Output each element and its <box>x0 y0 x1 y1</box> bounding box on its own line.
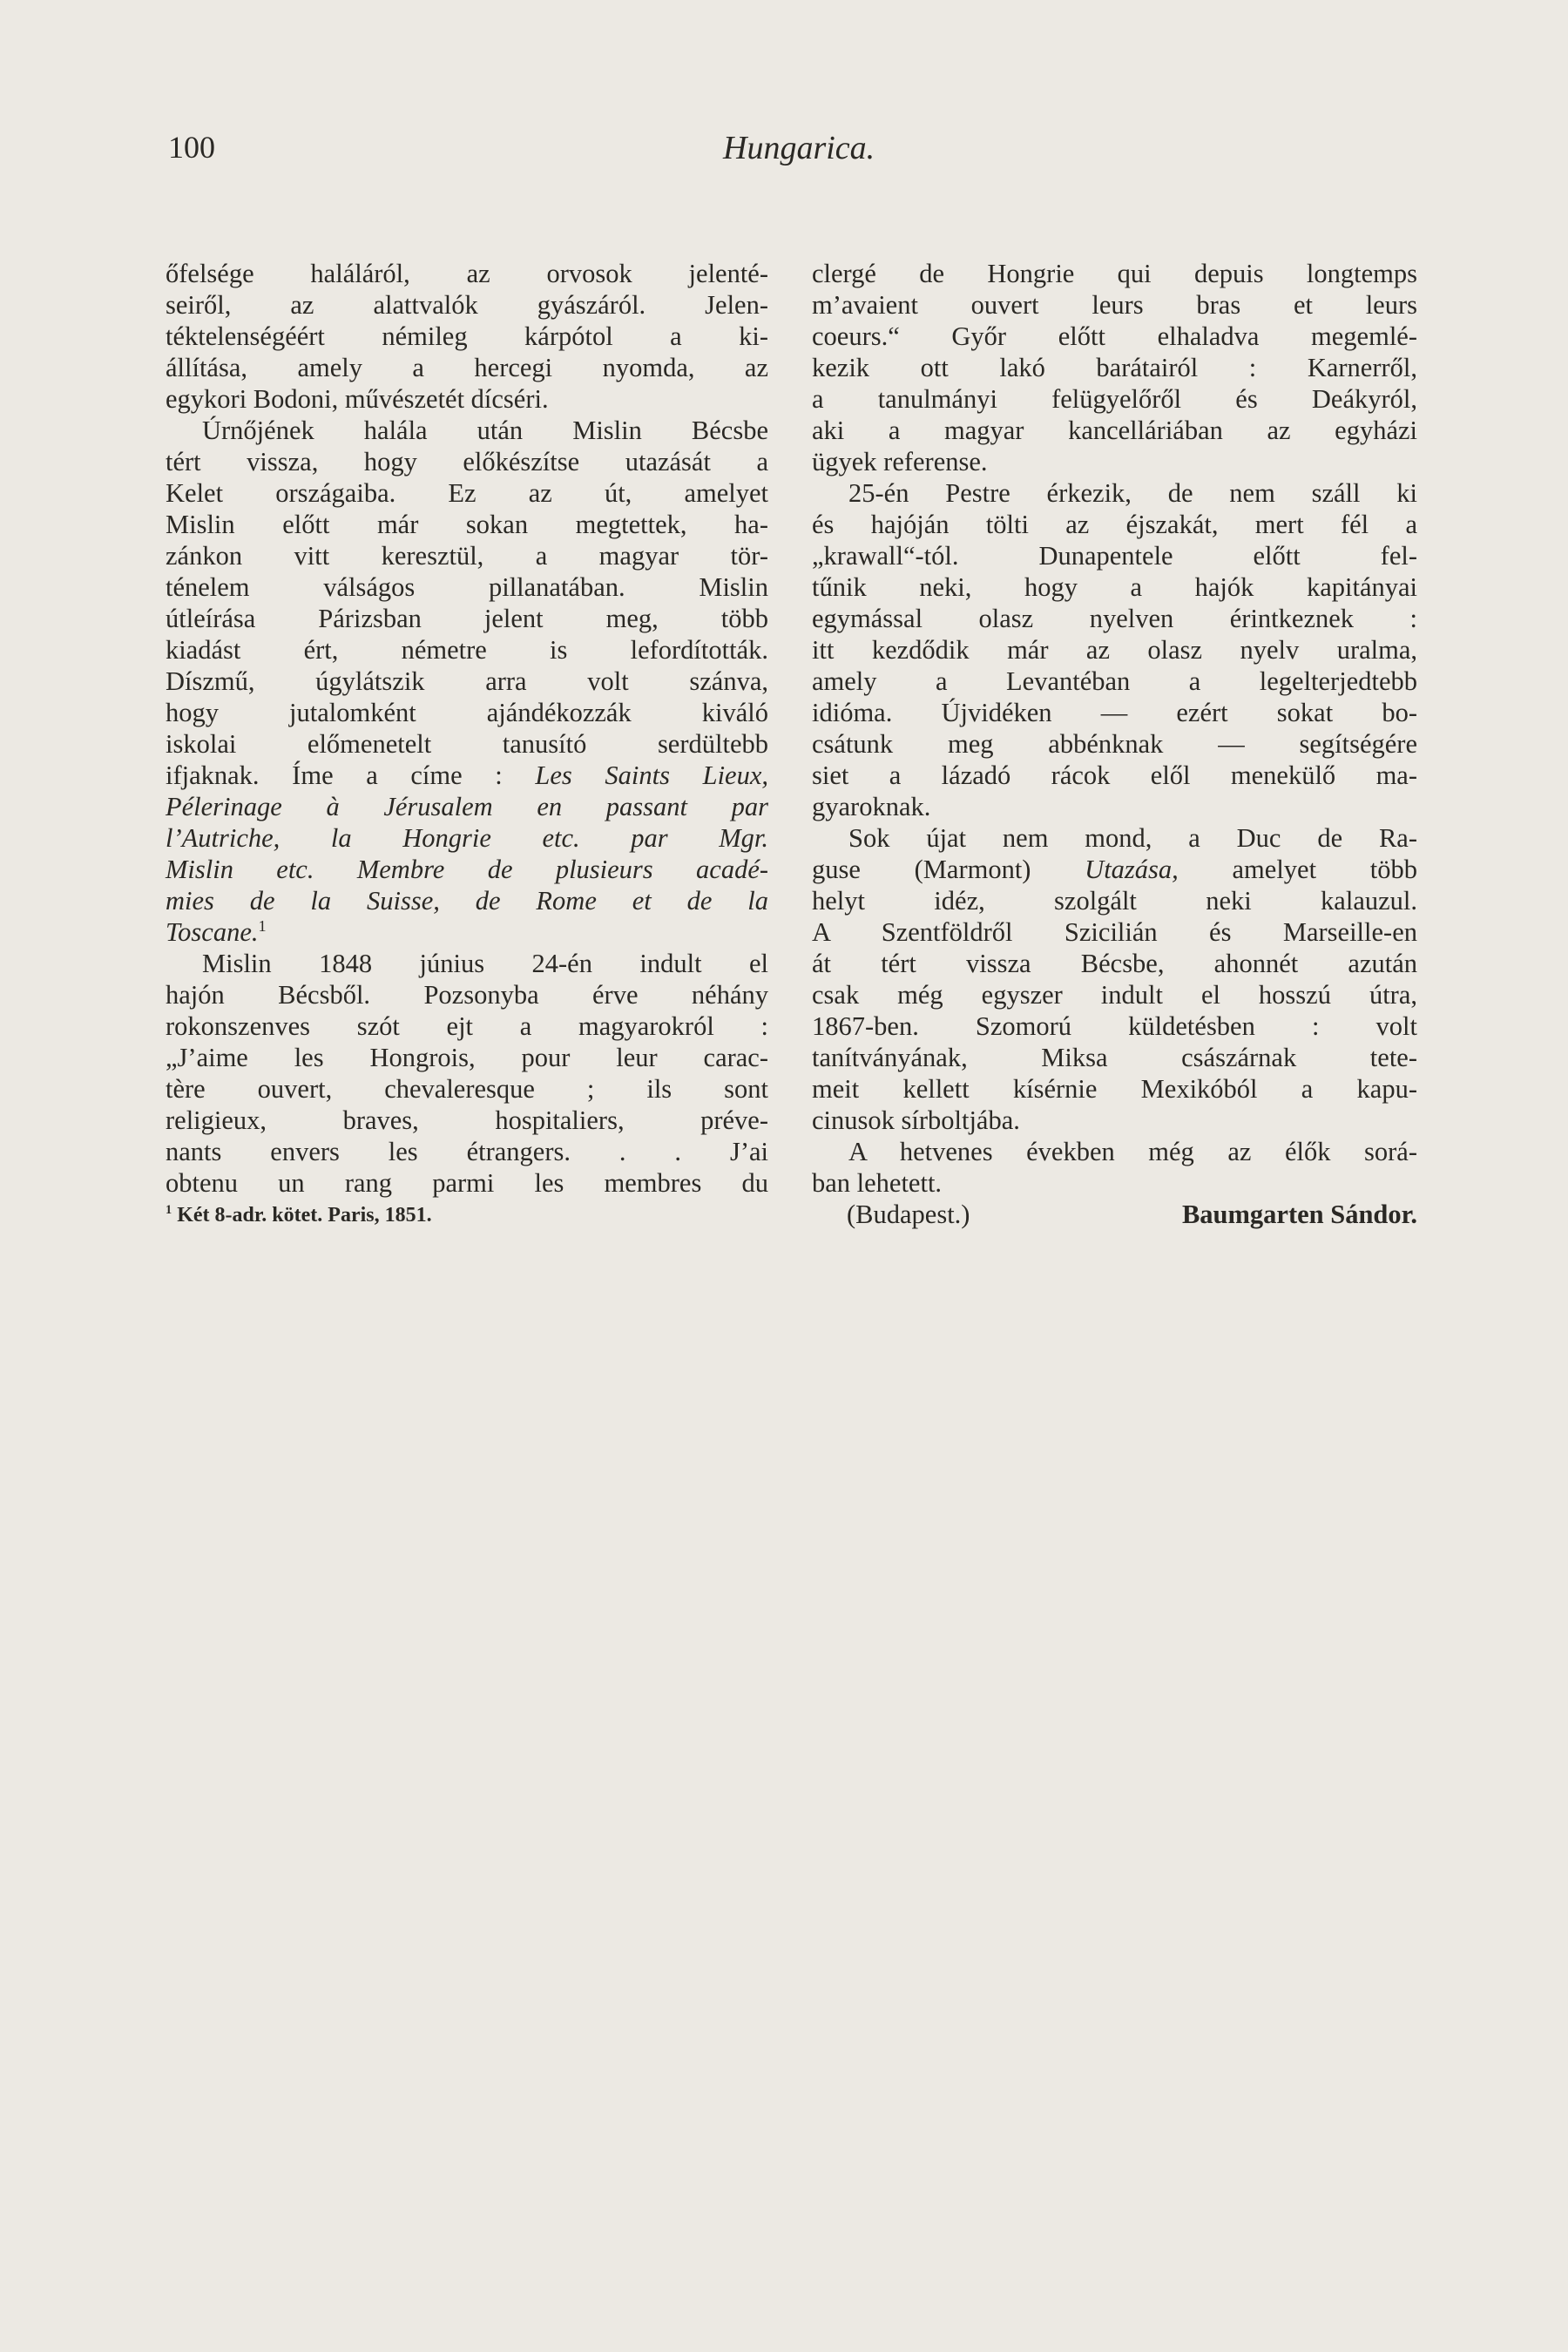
text-line: nants envers les étrangers. . . J’ai <box>166 1137 768 1166</box>
text-line: meit kellett kísérnie Mexikóból a kapu- <box>812 1074 1417 1104</box>
text-line: clergé de Hongrie qui depuis longtemps <box>812 259 1417 288</box>
text-line: Toscane.$^1$ <box>166 916 267 947</box>
text-line: Kelet országaiba. Ez az út, amelyet <box>166 478 768 508</box>
text-line: Úrnőjének halála után Mislin Bécsbe <box>202 416 768 445</box>
text-line: iskolai előmenetelt tanusító serdültebb <box>166 729 768 759</box>
signature-place: (Budapest.) <box>847 1200 970 1229</box>
text-line: egykori Bodoni, művészetét dícséri. <box>166 384 549 414</box>
text-line: itt kezdődik már az olasz nyelv uralma, <box>812 635 1417 665</box>
text-line: helyt idéz, szolgált neki kalauzul. <box>812 886 1417 916</box>
text-line: ifjaknak. Íme a címe : Les Saints Lieux, <box>166 760 769 790</box>
text-line: ügyek referense. <box>812 447 988 476</box>
text-line: Díszmű, úgylátszik arra volt szánva, <box>166 666 768 696</box>
text-line: csátunk meg abbénknak — segítségére <box>812 729 1417 759</box>
text-line: kiadást ért, németre is lefordították. <box>166 635 768 665</box>
text-line: seiről, az alattvalók gyászáról. Jelen- <box>166 290 768 320</box>
text-line: Pélerinage à Jérusalem en passant par <box>166 792 768 821</box>
text-line: egymással olasz nyelven érintkeznek : <box>812 604 1417 633</box>
text-line: állítása, amely a hercegi nyomda, az <box>166 353 768 382</box>
signature-line <box>812 1199 1417 1230</box>
text-line: coeurs.“ Győr előtt elhaladva megemlé- <box>812 321 1417 351</box>
text-line: l’Autriche, la Hongrie etc. par Mgr. <box>166 823 769 853</box>
text-line: guse (Marmont) Utazása, amelyet több <box>812 855 1417 884</box>
text-line: át tért vissza Bécsbe, ahonnét azután <box>812 949 1417 978</box>
text-line: tűnik neki, hogy a hajók kapitányai <box>812 572 1417 602</box>
text-line: Mislin 1848 június 24-én indult el <box>202 949 768 978</box>
text-line: ban lehetett. <box>812 1168 943 1198</box>
text-line: 1867-ben. Szomorú küldetésben : volt <box>812 1011 1417 1041</box>
text-line: a tanulmányi felügyelőről és Deákyról, <box>812 384 1417 414</box>
text-line: téktelenségéért némileg kárpótol a ki- <box>166 321 768 351</box>
text-line: hajón Bécsből. Pozsonyba érve néhány <box>166 980 768 1010</box>
page-number: 100 <box>168 130 215 165</box>
text-line: gyaroknak. <box>812 792 931 821</box>
text-line: tanítványának, Miksa császárnak tete- <box>812 1043 1417 1072</box>
text-line: ténelem válságos pillanatában. Mislin <box>166 572 768 602</box>
text-line: Mislin etc. Membre de plusieurs acadé- <box>166 855 769 884</box>
text-line: „J’aime les Hongrois, pour leur carac- <box>166 1043 768 1072</box>
footnote: $^1$ Két 8-adr. kötet. Paris, 1851. <box>166 1203 432 1227</box>
text-line: kezik ott lakó barátairól : Karnerről, <box>812 353 1417 382</box>
text-line: zánkon vitt keresztül, a magyar tör- <box>166 541 768 571</box>
text-line: amely a Levantéban a legelterjedtebb <box>812 666 1417 696</box>
text-line: A hetvenes években még az élők sorá- <box>848 1137 1417 1166</box>
page-header <box>0 129 1568 181</box>
text-line: religieux, braves, hospitaliers, préve- <box>166 1105 768 1135</box>
text-line: cinusok sírboltjába. <box>812 1105 1020 1135</box>
text-line: aki a magyar kancelláriában az egyházi <box>812 416 1417 445</box>
text-line: 25-én Pestre érkezik, de nem száll ki <box>848 478 1417 508</box>
text-line: tère ouvert, chevaleresque ; ils sont <box>166 1074 768 1104</box>
text-line: rokonszenves szót ejt a magyarokról : <box>166 1011 768 1041</box>
running-head: Hungarica. <box>723 130 875 166</box>
text-line: tért vissza, hogy előkészítse utazását a <box>166 447 768 476</box>
right-column <box>812 258 1417 1230</box>
text-line: mies de la Suisse, de Rome et de la <box>166 886 768 916</box>
text-line: útleírása Párizsban jelent meg, több <box>166 604 768 633</box>
text-line: „krawall“-tól. Dunapentele előtt fel- <box>812 541 1417 571</box>
text-line: őfelsége haláláról, az orvosok jelenté- <box>166 259 768 288</box>
text-line: Sok újat nem mond, a Duc de Ra- <box>848 823 1417 853</box>
text-line: A Szentföldről Szicilián és Marseille-en <box>812 917 1417 947</box>
text-line: hogy jutalomként ajándékozzák kiváló <box>166 698 768 727</box>
left-column <box>166 258 768 1228</box>
text-line: Mislin előtt már sokan megtettek, ha- <box>166 510 768 539</box>
text-line: m’avaient ouvert leurs bras et leurs <box>812 290 1417 320</box>
signature-author: Baumgarten Sándor. <box>1181 1200 1417 1229</box>
text-line: csak még egyszer indult el hosszú útra, <box>812 980 1417 1010</box>
text-line: idióma. Újvidéken — ezért sokat bo- <box>812 698 1417 727</box>
text-line: és hajóján tölti az éjszakát, mert fél a <box>812 510 1417 539</box>
text-line: siet a lázadó rácok elől menekülő ma- <box>812 760 1417 790</box>
text-line: obtenu un rang parmi les membres du <box>166 1168 768 1198</box>
